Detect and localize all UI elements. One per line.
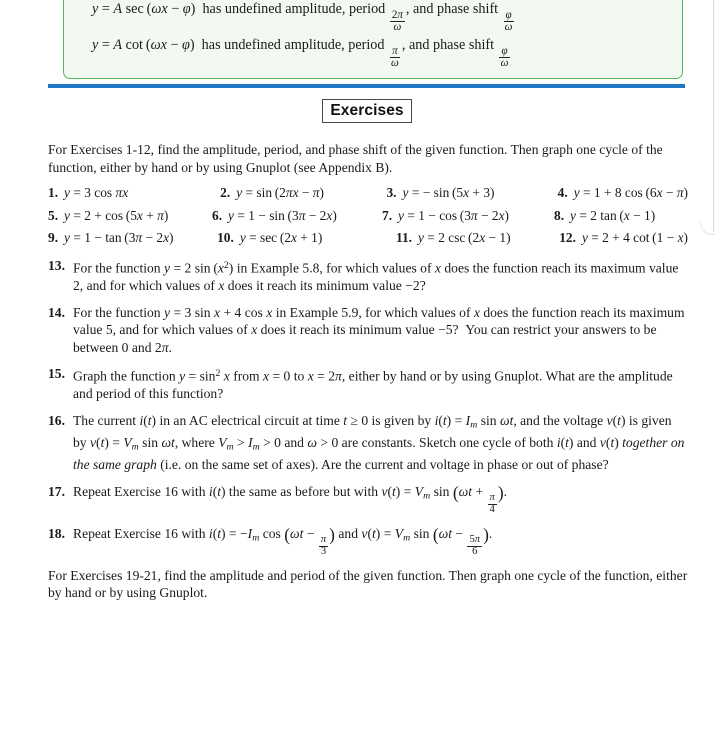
exercises-heading-label: Exercises xyxy=(330,102,404,119)
exercise-number: 12. xyxy=(559,230,576,245)
exercise-text: Repeat Exercise 16 with i(t) the same as before but with $v(t) = V_m$ sin (ωt + $\frac{\pi}{4}$ ). xyxy=(73,481,508,515)
exercise-formula: y = sin (2πx − π) xyxy=(236,185,324,200)
exercise-number: 9. xyxy=(48,230,59,245)
exercise-formula: y = 2 tan (x − 1) xyxy=(570,207,656,223)
list-item xyxy=(558,185,688,201)
exercise-16 xyxy=(48,412,688,474)
exercises-heading-box xyxy=(322,99,412,123)
exercise-formula: y = 2 + cos (5x + π) xyxy=(64,207,169,223)
list-item xyxy=(220,185,386,201)
list-item xyxy=(382,208,554,224)
exercise-row xyxy=(48,185,688,201)
exercise-formula: y = − sin (5x + 3) xyxy=(402,185,495,200)
exercises-content xyxy=(48,141,688,611)
list-item xyxy=(386,185,557,201)
exercise-14 xyxy=(48,304,688,357)
exercise-text: Graph the function $y = \sin^2 x$ from x = 0 to x = 2π, either by hand or by using Gnuplot. What are the amplitude and period of this function? xyxy=(73,368,673,402)
exercise-number: 5. xyxy=(48,207,59,223)
exercise-formula: y = 1 − sin (3π − 2x) xyxy=(228,207,337,223)
exercise-13 xyxy=(48,257,688,295)
exercise-formula: y = sec (2x + 1) xyxy=(239,230,323,245)
page-edge-curve xyxy=(700,222,715,235)
exercise-number: 17. xyxy=(48,483,65,499)
list-item xyxy=(48,208,212,224)
exercise-number: 10. xyxy=(217,230,234,245)
exercise-number: 1. xyxy=(48,185,59,200)
exercise-formula: y = 3 cos πx xyxy=(64,185,129,200)
exercise-text: For the function y = 2 $\sin (x^2)$ in Example 5.8, for which values of x does the function reach its maximum value 2, and for which values of x does it reach its minimum value −2? xyxy=(73,260,679,293)
intro-paragraph-19-21: For Exercises 19-21, find the amplitude and period of the given function. Then graph one cycle of the function, either by hand or by using Gnuplot. xyxy=(48,567,688,601)
exercise-18 xyxy=(48,525,688,558)
exercise-formula: y = 1 − cos (3π − 2x) xyxy=(398,207,509,223)
exercise-number: 18. xyxy=(48,525,65,541)
exercise-text: For the function y = 3 sin x + 4 cos x in Example 5.9, for which values of x does the function reach its maximum value 5, and for which values of x does it reach its minimum value −5? You can restrict your answers to be between 0 and 2π. xyxy=(73,304,685,355)
list-item xyxy=(48,185,220,201)
exercise-number: 2. xyxy=(220,185,231,200)
intro-paragraph-1-12: For Exercises 1-12, find the amplitude, period, and phase shift of the given function. Then graph one cycle of the function, either by hand or by using Gnuplot (see Appendix B). xyxy=(48,142,663,175)
exercise-number: 7. xyxy=(382,207,393,223)
exercise-16-italic-phrase: together on the same graph xyxy=(73,435,685,473)
list-item xyxy=(212,208,382,224)
exercise-formula: y = 2 + 4 cot (1 − x) xyxy=(581,230,688,245)
exercise-formula: y = 1 + 8 cos (6x − π) xyxy=(573,185,688,200)
exercise-number: 3. xyxy=(386,185,397,200)
exercise-text: Repeat Exercise 16 with $i(t) = -I_m$ cos (ωt − $\frac{\pi}{3}$ ) and $v(t) = V_m$ sin (ωt − $\frac{5\pi}{6}$ ). xyxy=(73,523,493,557)
exercise-number: 13. xyxy=(48,258,65,273)
formula-callout-box xyxy=(63,0,683,79)
exercise-17 xyxy=(48,483,688,516)
exercise-number: 4. xyxy=(557,185,568,200)
exercise-text: The current i(t) in an AC electrical circuit at time t ≥ 0 is given by $i(t) = I_m$ sin ωt, and the voltage v(t) is given by $v(t) = V_m$ sin ωt, where $V_m > I_m > 0$ and ω > 0 are constants. Sketch one cycle of both i(t) and v(t) together on the same graph (i.e. on the same set of axes). Are the current and voltage in phase or out of phase? xyxy=(73,412,685,473)
exercise-number: 14. xyxy=(48,304,65,320)
list-item xyxy=(396,230,559,246)
exercise-number: 15. xyxy=(48,366,65,382)
list-item xyxy=(48,230,217,246)
exercise-row xyxy=(48,208,688,224)
exercise-formula: y = 2 csc (2x − 1) xyxy=(418,230,511,245)
exercise-row xyxy=(48,230,688,246)
page-edge-line xyxy=(713,0,714,232)
exercise-15 xyxy=(48,365,688,403)
exercise-number: 8. xyxy=(554,207,565,223)
list-item xyxy=(217,230,396,246)
list-item xyxy=(559,230,688,246)
exercise-number: 11. xyxy=(396,230,412,245)
section-divider-rule xyxy=(48,84,685,88)
callout-line-cot: y = A cot (ωx − φ) has undefined amplitude, period $\frac{\pi}{\omega}$ , and phase shift $\frac{\varphi}{\omega}$ xyxy=(92,37,509,70)
exercise-formula: y = 1 − tan (3π − 2x) xyxy=(64,230,174,245)
exercise-number: 16. xyxy=(48,412,65,428)
short-exercise-grid xyxy=(48,185,688,246)
callout-line-sec: y = A sec (ωx − φ) has undefined amplitude, period $\frac{2\pi}{\omega}$ , and phase shift $\frac{\varphi}{\omega}$ xyxy=(92,1,513,34)
exercise-number: 6. xyxy=(212,207,223,223)
list-item xyxy=(554,208,655,224)
